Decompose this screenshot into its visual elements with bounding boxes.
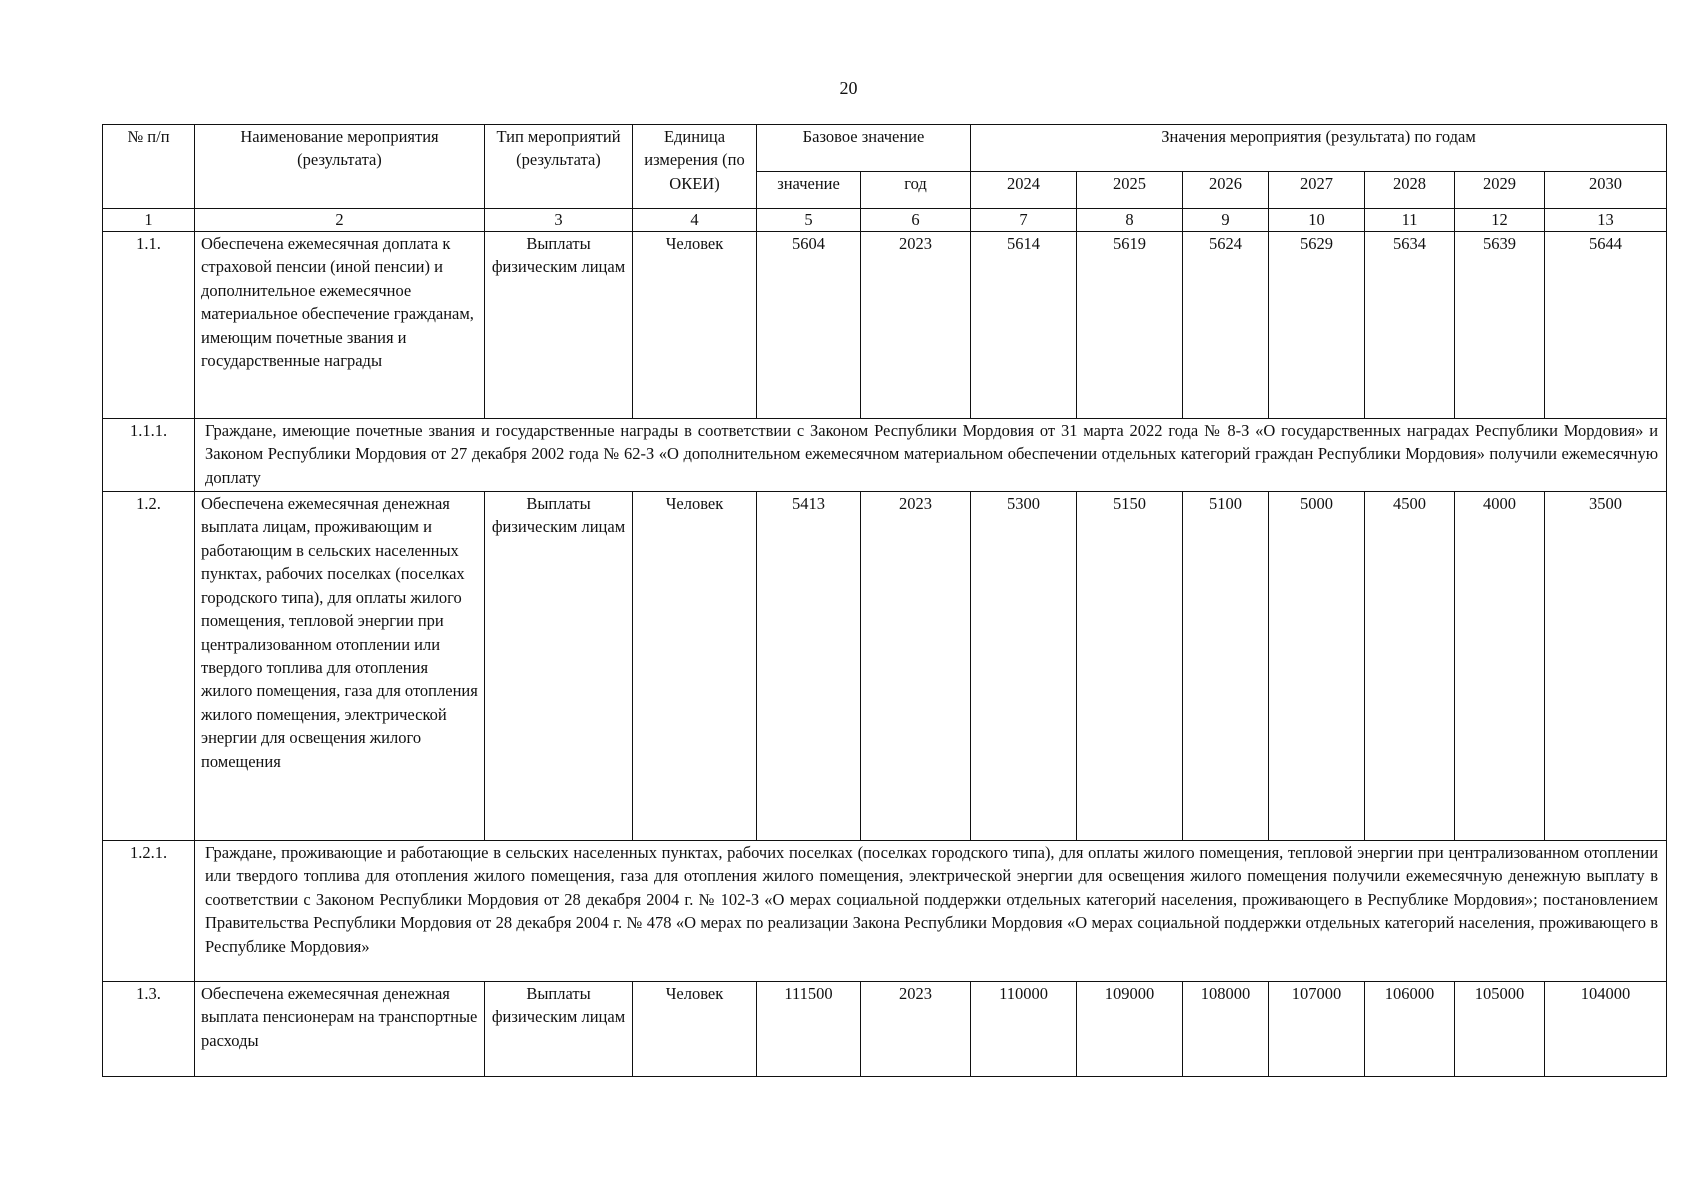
header-year: 2024 bbox=[971, 172, 1077, 209]
row-year-value: 5624 bbox=[1183, 232, 1269, 419]
row-year-value: 5300 bbox=[971, 492, 1077, 841]
column-number: 7 bbox=[971, 209, 1077, 232]
row-base-year: 2023 bbox=[861, 232, 971, 419]
column-number: 12 bbox=[1455, 209, 1545, 232]
row-base-value: 5604 bbox=[757, 232, 861, 419]
row-description: Граждане, проживающие и работающие в сельских населенных пунктах, рабочих поселках (поселках городского типа), для оплаты жилого помещения, тепловой энергии при централизованном отоплении или твердого топлива для отопления жилого помещения, газа для отопления жилого помещения, электрической энергии для освещения жилого помещения получили ежемесячную денежную выплату в соответствии с Законом Республики Мордовия от 28 декабря 2004 г. № 102-З «О мерах социальной поддержки отдельных категорий населения, проживающего в Республике Мордовия»; постановлением Правительства Республики Мордовия от 28 декабря 2004 г. № 478 «О мерах по реализации Закона Республики Мордовия «О мерах социальной поддержки отдельных категорий населения, проживающего в Республике Мордовия» bbox=[195, 841, 1667, 982]
row-name: Обеспечена ежемесячная денежная выплата лицам, проживающим и работающим в сельских населенных пунктах, рабочих поселках (поселках городского типа), для оплаты жилого помещения, тепловой энергии при централизованном отоплении или твердого топлива для отопления жилого помещения, газа для отопления жилого помещения, электрической энергии для освещения жилого помещения bbox=[195, 492, 485, 841]
table-row bbox=[103, 841, 1667, 982]
header-base-year: год bbox=[861, 172, 971, 209]
header-unit: Единица измерения (по ОКЕИ) bbox=[633, 125, 757, 209]
row-description: Граждане, имеющие почетные звания и государственные награды в соответствии с Законом Республики Мордовия от 31 марта 2022 года № 8-З «О государственных наградах Республики Мордовия» и Законом Республики Мордовия от 27 декабря 2002 года № 62-З «О дополнительном ежемесячном материальном обеспечении отдельных категорий граждан Республики Мордовия» получили ежемесячную доплату bbox=[195, 419, 1667, 492]
row-num: 1.3. bbox=[103, 982, 195, 1077]
row-year-value: 3500 bbox=[1545, 492, 1667, 841]
row-year-value: 5614 bbox=[971, 232, 1077, 419]
column-number: 6 bbox=[861, 209, 971, 232]
row-year-value: 109000 bbox=[1077, 982, 1183, 1077]
header-year: 2029 bbox=[1455, 172, 1545, 209]
row-num: 1.2.1. bbox=[103, 841, 195, 982]
column-number: 13 bbox=[1545, 209, 1667, 232]
row-year-value: 5100 bbox=[1183, 492, 1269, 841]
row-base-value: 111500 bbox=[757, 982, 861, 1077]
row-name: Обеспечена ежемесячная доплата к страховой пенсии (иной пенсии) и дополнительное ежемесячное материальное обеспечение гражданам, имеющим почетные звания и государственные награды bbox=[195, 232, 485, 419]
row-year-value: 5629 bbox=[1269, 232, 1365, 419]
row-type: Выплаты физическим лицам bbox=[485, 492, 633, 841]
row-year-value: 5634 bbox=[1365, 232, 1455, 419]
header-base: Базовое значение bbox=[757, 125, 971, 172]
row-year-value: 107000 bbox=[1269, 982, 1365, 1077]
row-base-year: 2023 bbox=[861, 982, 971, 1077]
column-number: 3 bbox=[485, 209, 633, 232]
column-number: 5 bbox=[757, 209, 861, 232]
page-number: 20 bbox=[839, 78, 858, 98]
table-row bbox=[103, 232, 1667, 419]
header-year: 2027 bbox=[1269, 172, 1365, 209]
column-number: 10 bbox=[1269, 209, 1365, 232]
table-row bbox=[103, 492, 1667, 841]
row-year-value: 5150 bbox=[1077, 492, 1183, 841]
row-year-value: 104000 bbox=[1545, 982, 1667, 1077]
header-year: 2028 bbox=[1365, 172, 1455, 209]
column-number: 2 bbox=[195, 209, 485, 232]
row-num: 1.2. bbox=[103, 492, 195, 841]
row-year-value: 106000 bbox=[1365, 982, 1455, 1077]
header-year: 2026 bbox=[1183, 172, 1269, 209]
row-year-value: 108000 bbox=[1183, 982, 1269, 1077]
row-year-value: 110000 bbox=[971, 982, 1077, 1077]
row-unit: Человек bbox=[633, 982, 757, 1077]
header-base-value: значение bbox=[757, 172, 861, 209]
row-unit: Человек bbox=[633, 232, 757, 419]
table-row bbox=[103, 982, 1667, 1077]
header-num: № п/п bbox=[103, 125, 195, 209]
row-unit: Человек bbox=[633, 492, 757, 841]
row-year-value: 4500 bbox=[1365, 492, 1455, 841]
header-year: 2025 bbox=[1077, 172, 1183, 209]
row-num: 1.1.1. bbox=[103, 419, 195, 492]
column-number: 4 bbox=[633, 209, 757, 232]
column-number: 1 bbox=[103, 209, 195, 232]
row-type: Выплаты физическим лицам bbox=[485, 982, 633, 1077]
row-name: Обеспечена ежемесячная денежная выплата пенсионерам на транспортные расходы bbox=[195, 982, 485, 1077]
row-type: Выплаты физическим лицам bbox=[485, 232, 633, 419]
row-year-value: 5644 bbox=[1545, 232, 1667, 419]
table-row bbox=[103, 419, 1667, 492]
row-year-value: 105000 bbox=[1455, 982, 1545, 1077]
header-type: Тип мероприятий (результата) bbox=[485, 125, 633, 209]
column-number: 11 bbox=[1365, 209, 1455, 232]
row-year-value: 5000 bbox=[1269, 492, 1365, 841]
column-number: 9 bbox=[1183, 209, 1269, 232]
header-values-by-year: Значения мероприятия (результата) по годам bbox=[971, 125, 1667, 172]
column-numbers-row bbox=[103, 209, 1667, 232]
row-num: 1.1. bbox=[103, 232, 195, 419]
row-year-value: 5639 bbox=[1455, 232, 1545, 419]
header-row bbox=[103, 125, 1667, 172]
row-year-value: 5619 bbox=[1077, 232, 1183, 419]
row-year-value: 4000 bbox=[1455, 492, 1545, 841]
header-name: Наименование мероприятия (результата) bbox=[195, 125, 485, 209]
column-number: 8 bbox=[1077, 209, 1183, 232]
results-table bbox=[102, 124, 1667, 1077]
header-year: 2030 bbox=[1545, 172, 1667, 209]
row-base-value: 5413 bbox=[757, 492, 861, 841]
row-base-year: 2023 bbox=[861, 492, 971, 841]
